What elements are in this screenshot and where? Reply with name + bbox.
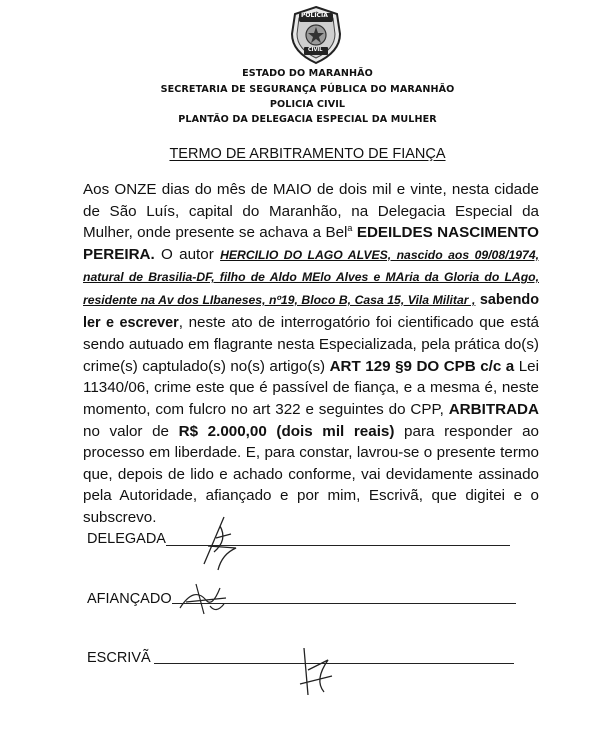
signature-scribble-delegada (196, 512, 256, 572)
body-closing: para responder ao processo em liberdade. E, para constar, lavrou-se o presente termo que, depois de lido e achado conforme, vai devidamente assinado pela Autoridade, afiançado e por mim, Escrivã, que digitei e o subscrevo. (83, 422, 539, 526)
header-police: POLICIA CIVIL (269, 99, 346, 110)
header-unit: PLANTÃO DA DELEGACIA ESPECIAL DA MULHER (178, 114, 437, 125)
body-intro: Aos ONZE dias do mês de MAIO de dois mil e vinte, nesta cidade de São Luís, capital do Maranhão, na Delegacia Especial da Mulher, onde presente se achava a Bel (83, 181, 539, 242)
header-state: ESTADO DO MARANHÃO (242, 68, 373, 79)
signature-label-escriva: ESCRIVÃ (87, 650, 151, 666)
body-value-prefix: no valor de (83, 422, 179, 440)
badge-top-text: POLÍCIA (301, 12, 328, 19)
body-charge-text: , neste ato de interrogatório foi cientificado que está sendo autuado em flagrante nesta Especializada, pela prática do(s) crime(s) captulado(s) no(s) artigo(s) (83, 313, 539, 375)
header-secretariat: SECRETARIA DE SEGURANÇA PÚBLICA DO MARANHÃO (160, 84, 455, 95)
literacy-statement: sabendo ler e escrever (83, 291, 539, 331)
author-info: HERCILIO DO LAGO ALVES, nascido aos 09/08/1974, natural de Brasilia-DF, filho de Aldo MElo Alves e MAria da Gloria do LAgo, residente na Av dos LIbaneses, nº19, Bloco B, Casa 15, Vila Militar , (83, 247, 539, 307)
signature-scribble-afiancado (176, 578, 236, 618)
signature-label-afiancado: AFIANÇADO (87, 591, 172, 607)
arbitrated-label: ARBITRADA (448, 400, 539, 418)
authority-name: EDEILDES NASCIMENTO PEREIRA. (83, 224, 539, 263)
bail-amount: R$ 2.000,00 (dois mil reais) (178, 422, 395, 440)
signature-label-delegada: DELEGADA (87, 531, 166, 547)
document-title (0, 146, 615, 162)
document-title-text: TERMO DE ARBITRAMENTO DE FIANÇA (169, 146, 446, 162)
body-law-text: Lei 11340/06, crime este que é passível de fiança, e a mesma é, neste momento, com fulcro no art 322 e seguintes do CPP, (83, 357, 540, 418)
body-author-prefix: O autor (154, 245, 221, 263)
signature-scribble-escriva (294, 640, 338, 700)
document-body (83, 179, 539, 529)
legal-article: ART 129 §9 DO CPB c/c a (329, 357, 515, 375)
badge-bottom-text: CIVIL (308, 47, 323, 53)
body-intro-sup: a (347, 223, 353, 234)
